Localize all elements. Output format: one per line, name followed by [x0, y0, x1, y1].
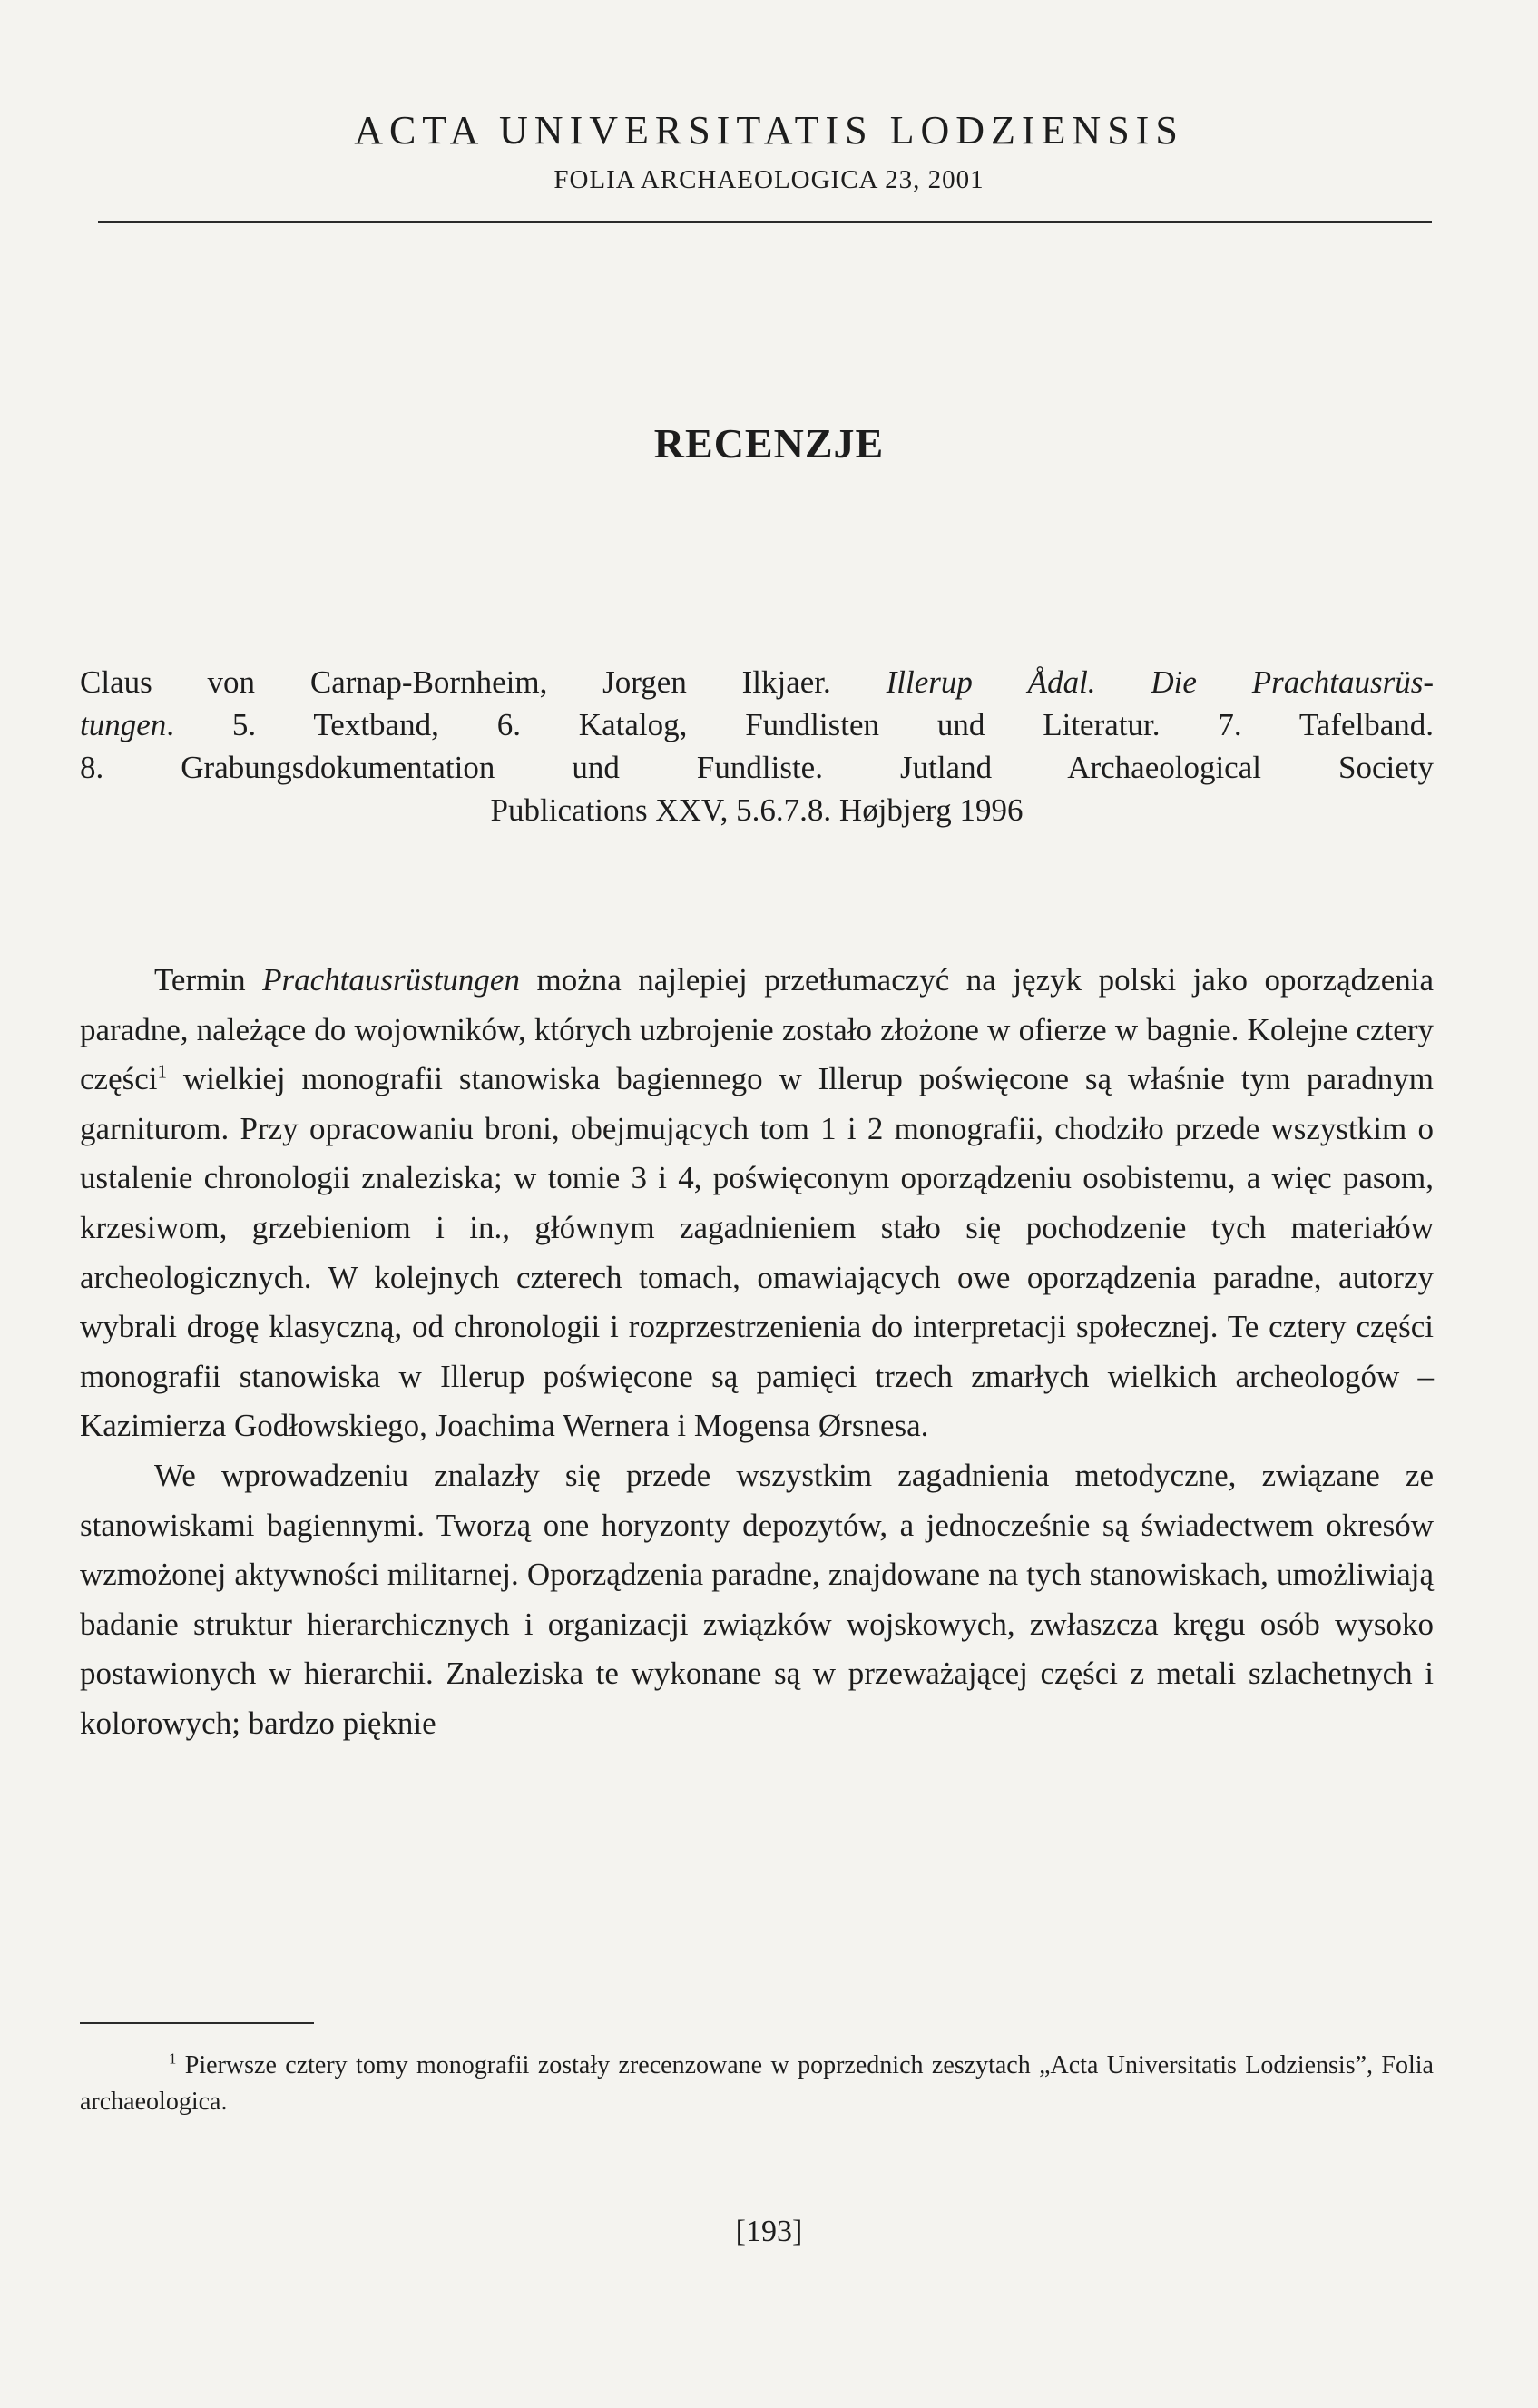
footnote-ref[interactable]: 1: [157, 1060, 167, 1083]
review-body: [80, 956, 1434, 1749]
paragraph-2: We wprowadzeniu znalazły się przede wszystkim zagadnienia metodyczne, związane ze stanowiskami bagiennymi. Tworzą one horyzonty depozytów, a jednocześnie są świadectwem okresów wzmożonej aktywności militarnej. Oporządzenia paradne, znajdowane na tych stanowiskach, umożliwiają badanie struktur hierarchicznych i organizacji związków wojskowych, zwłaszcza kręgu osób wysoko postawionych w hierarchii. Znaleziska te wykonane są w przeważającej części z metali szlachetnych i kolorowych; bardzo pięknie: [80, 1457, 1434, 1741]
citation-line-1: [80, 661, 1434, 703]
citation-title-start: Illerup Ådal. Die Prachtausrüs-: [886, 664, 1434, 700]
p1-text-a: Termin: [154, 962, 263, 998]
book-citation: [80, 661, 1434, 831]
p1-text-c: wielkiej monografii stanowiska bagiennego w Illerup poświęcone są właśnie tym paradnym garniturom. Przy opracowaniu broni, obejmujących tom 1 i 2 monografii, chodziło przede wszystkim o ustalenie chronologii znaleziska; w tomie 3 i 4, poświęconym oporządzeniu osobistemu, a więc pasom, krzesiwom, grzebieniom i in., głównym zagadnieniem stało się pochodzenie tych materiałów archeologicznych. W kolejnych czterech tomach, omawiających owe oporządzenia paradne, autorzy wybrali drogę klasyczną, od chronologii i rozprzestrzenienia do interpretacji społecznej. Te cztery części monografii stanowiska w Illerup poświęcone są pamięci trzech zmarłych wielkich archeologów – Kazimierza Godłowskiego, Joachima Wernera i Mogensa Ørsnesa.: [80, 1061, 1434, 1444]
citation-line-3: 8. Grabungsdokumentation und Fundliste. Jutland Archaeological Society: [80, 750, 1434, 785]
footnote-marker: 1: [169, 2049, 177, 2068]
citation-title-end: tungen: [80, 707, 167, 742]
journal-title: ACTA UNIVERSITATIS LODZIENSIS: [354, 108, 1184, 152]
p1-text-b: można najlepiej przetłumaczyć na język polski jako oporządzenia paradne, należące do wojowników, których uzbrojenie zostało złożone w ofierze w bagnie. Kolejne cztery części: [80, 962, 1434, 1097]
section-title: RECENZJE: [653, 420, 885, 467]
footnote-text: Pierwsze cztery tomy monografii zostały zrecenzowane w poprzednich zeszytach „Acta Universitatis Lodziensis”, Folia archaeologica.: [80, 2051, 1434, 2116]
paragraph-1: [80, 956, 1434, 1451]
p1-term: Prachtausrüstungen: [262, 962, 520, 998]
citation-line-2: [80, 703, 1434, 746]
citation-authors: Claus von Carnap-Bornheim, Jorgen Ilkjaer.: [80, 664, 887, 700]
citation-volumes: . 5. Textband, 6. Katalog, Fundlisten und Literatur. 7. Tafelband.: [166, 707, 1434, 742]
footnote-1: [80, 2048, 1434, 2120]
journal-series: FOLIA ARCHAEOLOGICA 23, 2001: [553, 165, 985, 194]
page-number: [193]: [735, 2215, 803, 2248]
header-rule: [98, 221, 1432, 223]
citation-line-4: Publications XXV, 5.6.7.8. Højbjerg 1996: [490, 792, 1024, 828]
footnote-rule: [80, 2022, 314, 2024]
